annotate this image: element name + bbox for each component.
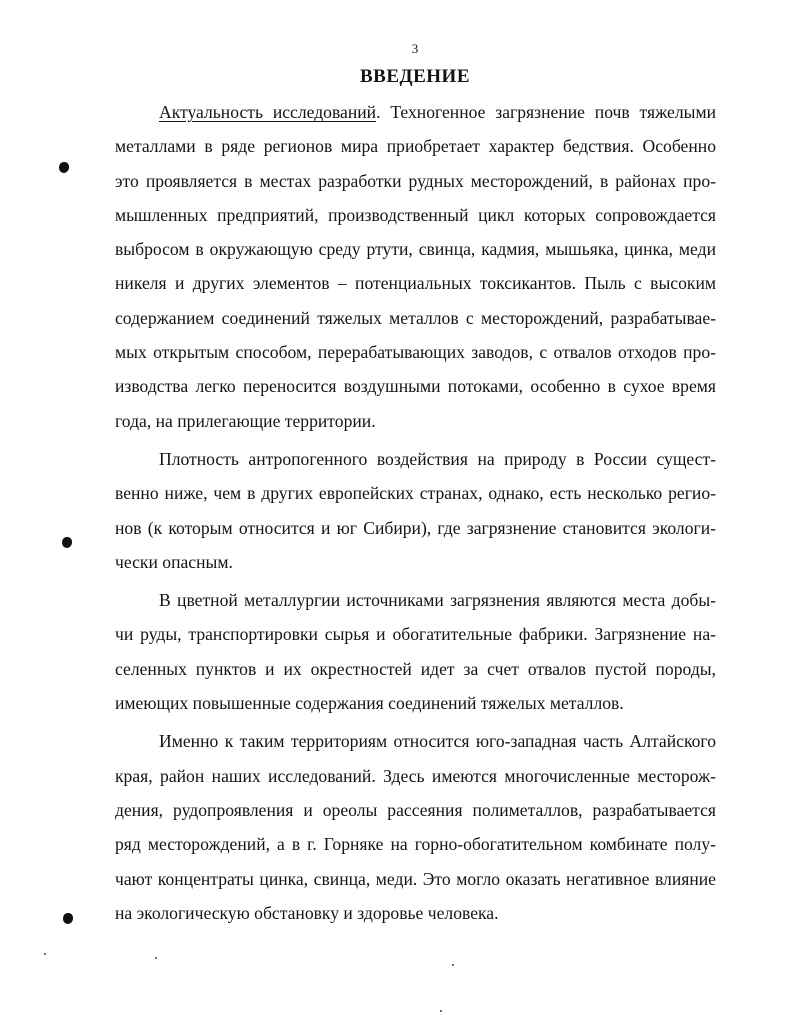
text-line: края, район наших исследований. Здесь имеются многочисленные месторож- — [115, 765, 716, 786]
scan-speck — [155, 957, 157, 959]
text-line: чи руды, транспортировки сырья и обогатительные фабрики. Загрязнение на- — [115, 624, 716, 645]
page-number: 3 — [411, 41, 419, 56]
text-line: имеющих повышенные содержания соединений тяжелых металлов. — [115, 693, 624, 714]
text-line: на экологическую обстановку и здоровье человека. — [115, 902, 499, 923]
text-line: ряд месторождений, а в г. Горняке на горно-обогатительном комбинате полу- — [115, 834, 716, 855]
text-line: дения, рудопроявления и ореолы рассеяния полиметаллов, разрабатывается — [115, 799, 716, 820]
punch-hole-mark — [63, 913, 73, 924]
scan-speck — [452, 964, 454, 966]
section-lead: Актуальность исследований — [159, 102, 377, 122]
text-line: изводства легко переносится воздушными потоками, особенно в сухое время — [115, 376, 716, 397]
text-line: содержанием соединений тяжелых металлов с месторождений, разрабатывае- — [115, 307, 716, 328]
text-line: никеля и других элементов – потенциальных токсикантов. Пыль с высоким — [115, 273, 716, 294]
text-line: В цветной металлургии источниками загрязнения являются места добы- — [159, 590, 716, 611]
scan-speck — [440, 1010, 442, 1012]
text-line — [115, 95, 716, 129]
paragraph-relevance — [115, 95, 716, 438]
text-line: мышленных предприятий, производственный цикл которых сопровождается — [115, 204, 716, 225]
text-line: это проявляется в местах разработки рудных месторождений, в районах про- — [115, 170, 716, 191]
paragraph-anthropogenic-impact — [115, 442, 716, 579]
text-line: селенных пунктов и их окрестностей идет за счет отвалов пустой породы, — [115, 658, 716, 679]
text-line-rest: . Техногенное загрязнение почв тяжелыми — [376, 102, 716, 122]
text-line: металлами в ряде регионов мира приобретает характер бедствия. Особенно — [115, 136, 716, 157]
text-line: венно ниже, чем в других европейских странах, однако, есть несколько регио- — [115, 483, 716, 504]
punch-hole-mark — [59, 162, 69, 173]
text-line: чают концентраты цинка, свинца, меди. Это могло оказать негативное влияние — [115, 868, 716, 889]
document-body — [115, 95, 716, 930]
text-line: года, на прилегающие территории. — [115, 410, 376, 431]
text-line: чески опасным. — [115, 551, 233, 572]
text-line: Плотность антропогенного воздействия на природу в России сущест- — [159, 448, 716, 469]
paragraph-study-area — [115, 724, 716, 930]
scan-speck — [44, 953, 46, 955]
text-line: мых открытым способом, перерабатывающих заводов, с отвалов отходов про- — [115, 342, 716, 363]
text-line: Именно к таким территориям относится юго-западная часть Алтайского — [159, 731, 716, 752]
paragraph-metallurgy — [115, 583, 716, 720]
page-title: ВВЕДЕНИЕ — [360, 66, 470, 87]
punch-hole-mark — [62, 537, 72, 548]
text-line: нов (к которым относится и юг Сибири), где загрязнение становится экологи- — [115, 517, 716, 538]
text-line: выбросом в окружающую среду ртути, свинца, кадмия, мышьяка, цинка, меди — [115, 239, 716, 260]
